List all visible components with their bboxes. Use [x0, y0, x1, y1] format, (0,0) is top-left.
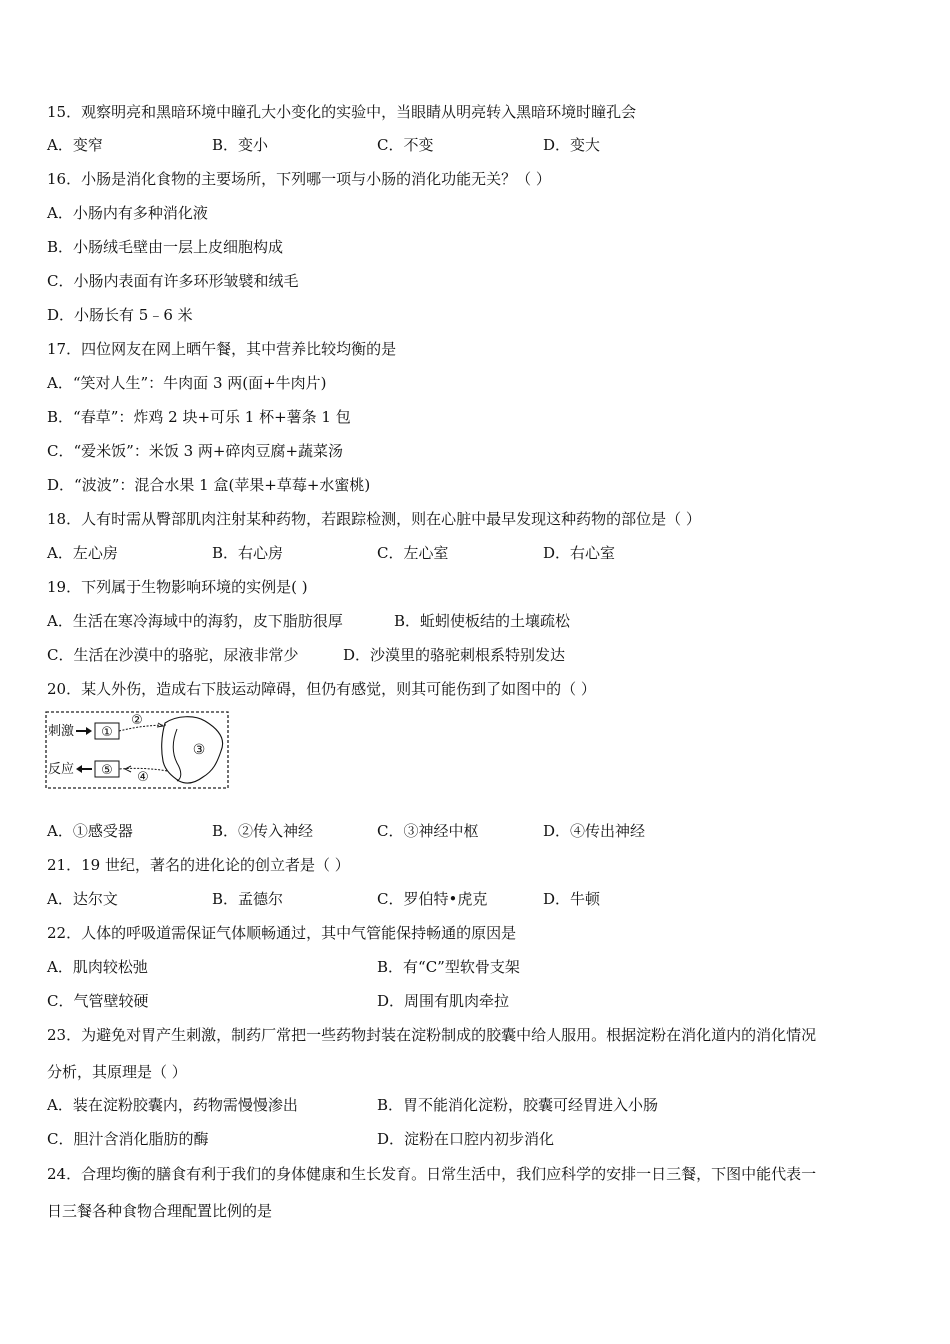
question-15-stem: 15．观察明亮和黑暗环境中瞳孔大小变化的实验中，当眼睛从明亮转入黑暗环境时瞳孔会 [47, 103, 637, 121]
q21-option-a: A．达尔文 [47, 890, 118, 908]
q15-option-c: C．不变 [377, 136, 434, 154]
q19-option-c: C．生活在沙漠中的骆驼，尿液非常少 [47, 646, 299, 664]
q23-option-a: A．装在淀粉胶囊内，药物需慢慢渗出 [47, 1096, 298, 1114]
q20-option-d: D．④传出神经 [543, 822, 646, 840]
label-1: ① [101, 725, 113, 740]
q21-option-c: C．罗伯特•虎克 [377, 890, 488, 908]
q22-option-b: B．有“C”型软骨支架 [377, 958, 520, 976]
q16-option-c: C．小肠内表面有许多环形皱襞和绒毛 [47, 272, 299, 290]
afferent-nerve [119, 725, 167, 731]
question-16-stem: 16．小肠是消化食物的主要场所，下列哪一项与小肠的消化功能无关？（ ） [47, 170, 551, 188]
q21-option-d: D．牛顿 [543, 890, 601, 908]
q22-option-d: D．周围有肌肉牵拉 [377, 992, 510, 1010]
q15-option-a: A．变窄 [47, 136, 103, 154]
question-23-stem-line2: 分析，其原理是（ ） [47, 1063, 187, 1081]
q17-option-c: C．“爱米饭”：米饭 3 两+碎肉豆腐+蔬菜汤 [47, 442, 344, 460]
label-3: ③ [192, 742, 206, 758]
q17-option-d: D．“波波”：混合水果 1 盒(苹果+草莓+水蜜桃) [47, 476, 371, 494]
question-24-stem-line1: 24．合理均衡的膳食有利于我们的身体健康和生长发育。日常生活中，我们应科学的安排一日三餐，下图中能代表一 [47, 1165, 817, 1183]
question-22-stem: 22．人体的呼吸道需保证气体顺畅通过，其中气管能保持畅通的原因是 [47, 924, 517, 942]
question-21-stem: 21．19 世纪，著名的进化论的创立者是（ ） [47, 856, 350, 874]
response-label: 反应 [48, 762, 75, 777]
label-5: ⑤ [101, 763, 113, 778]
q23-option-c: C．胆汁含消化脂肪的酶 [47, 1130, 209, 1148]
q18-option-d: D．右心室 [543, 544, 616, 562]
q18-option-a: A．左心房 [47, 544, 118, 562]
q18-option-c: C．左心室 [377, 544, 449, 562]
q17-option-b: B．“春草”：炸鸡 2 块+可乐 1 杯+薯条 1 包 [47, 408, 351, 426]
q23-option-d: D．淀粉在口腔内初步消化 [377, 1130, 555, 1148]
question-24-stem-line2: 日三餐各种食物合理配置比例的是 [47, 1202, 273, 1220]
question-17-stem: 17．四位网友在网上晒午餐，其中营养比较均衡的是 [47, 340, 397, 358]
q15-option-b: B．变小 [212, 136, 269, 154]
label-4: ④ [137, 770, 149, 785]
stimulus-arrow-icon [76, 727, 92, 735]
efferent-arrow-icon [125, 766, 131, 772]
question-23-stem-line1: 23．为避免对胃产生刺激，制药厂常把一些药物封装在淀粉制成的胶囊中给人服用。根据淀粉在消化道内的消化情况 [47, 1026, 817, 1044]
reflex-arc-diagram [45, 711, 229, 789]
q18-option-b: B．右心房 [212, 544, 284, 562]
response-arrow-icon [76, 765, 92, 773]
q19-option-d: D．沙漠里的骆驼刺根系特别发达 [343, 646, 566, 664]
q15-option-d: D．变大 [543, 136, 601, 154]
q19-option-a: A．生活在寒冷海域中的海豹，皮下脂肪很厚 [47, 612, 343, 630]
q23-option-b: B．胃不能消化淀粉，胶囊可经胃进入小肠 [377, 1096, 659, 1114]
q17-option-a: A．“笑对人生”：牛肉面 3 两(面+牛肉片) [47, 374, 327, 392]
q21-option-b: B．孟德尔 [212, 890, 284, 908]
grey-matter [173, 729, 181, 781]
stimulus-label: 刺激 [48, 724, 75, 739]
q20-option-a: A．①感受器 [47, 822, 133, 840]
q20-option-b: B．②传入神经 [212, 822, 314, 840]
q20-option-c: C．③神经中枢 [377, 822, 479, 840]
question-20-stem: 20．某人外伤，造成右下肢运动障碍，但仍有感觉，则其可能伤到了如图中的（ ） [47, 680, 596, 698]
q22-option-a: A．肌肉较松弛 [47, 958, 148, 976]
q16-option-b: B．小肠绒毛壁由一层上皮细胞构成 [47, 238, 284, 256]
question-19-stem: 19．下列属于生物影响环境的实例是( ) [47, 578, 308, 596]
q22-option-c: C．气管壁较硬 [47, 992, 149, 1010]
q16-option-d: D．小肠长有 5﹣6 米 [47, 306, 193, 324]
q19-option-b: B．蚯蚓使板结的土壤疏松 [394, 612, 571, 630]
question-18-stem: 18．人有时需从臀部肌肉注射某种药物，若跟踪检测，则在心脏中最早发现这种药物的部位是（ ） [47, 510, 701, 528]
label-2: ② [131, 713, 143, 728]
q16-option-a: A．小肠内有多种消化液 [47, 204, 208, 222]
